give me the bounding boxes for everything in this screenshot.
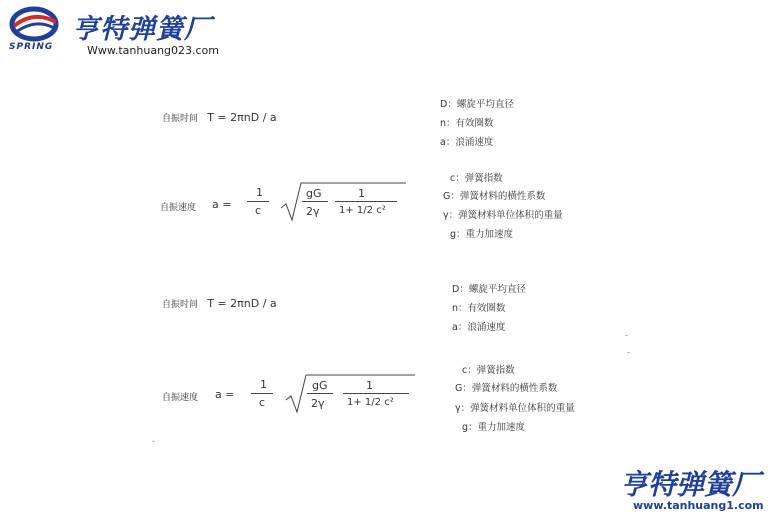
definition-item: a：浪涌速度 bbox=[440, 137, 494, 148]
scan-artifact bbox=[625, 335, 628, 336]
fraction-bar bbox=[247, 201, 269, 202]
fraction-bar bbox=[307, 393, 333, 394]
fraction-bar bbox=[302, 201, 328, 202]
definition-item: n：有效圈数 bbox=[440, 118, 494, 129]
footer-url: www.tanhuang1.com bbox=[633, 499, 764, 512]
definition-item: c：弹簧指数 bbox=[462, 365, 515, 376]
period-label: 自振时间 bbox=[162, 300, 199, 310]
two-gamma-denominator: 2γ bbox=[311, 397, 325, 410]
speed-lhs: a = bbox=[215, 388, 235, 401]
gG-numerator: gG bbox=[306, 187, 322, 200]
fraction-bar bbox=[251, 393, 273, 394]
fraction-bar bbox=[343, 393, 409, 394]
scan-artifact bbox=[152, 441, 155, 442]
frac1-denominator: c bbox=[255, 204, 262, 217]
sqrt-radical-icon bbox=[284, 372, 416, 416]
speed-lhs: a = bbox=[212, 198, 232, 211]
period-expression: T = 2πnD / a bbox=[207, 297, 277, 310]
speed-label: 自振速度 bbox=[160, 203, 197, 213]
frac1-numerator: 1 bbox=[256, 186, 263, 199]
definition-item: γ：弹簧材料单位体积的重量 bbox=[443, 210, 563, 221]
site-url: Www.tanhuang023.com bbox=[87, 44, 220, 57]
definition-item: γ：弹簧材料单位体积的重量 bbox=[455, 403, 575, 414]
definition-item: g：重力加速度 bbox=[462, 422, 526, 433]
frac3-denominator: 1+ 1/2 c² bbox=[339, 205, 386, 216]
footer-brand-title: 亨特弹簧厂 bbox=[620, 468, 761, 501]
speed-label: 自振速度 bbox=[162, 393, 199, 403]
definition-item: n：有效圈数 bbox=[452, 303, 506, 314]
brand-small-text: SPRING bbox=[9, 42, 54, 52]
definition-item: D：螺旋平均直径 bbox=[440, 99, 514, 110]
period-label: 自振时间 bbox=[162, 114, 199, 124]
definition-item: c：弹簧指数 bbox=[450, 173, 503, 184]
frac3-numerator: 1 bbox=[366, 379, 373, 392]
definition-item: D：螺旋平均直径 bbox=[452, 284, 526, 295]
fraction-bar bbox=[335, 201, 397, 202]
gG-numerator: gG bbox=[312, 379, 328, 392]
definition-item: g：重力加速度 bbox=[450, 229, 514, 240]
frac3-denominator: 1+ 1/2 c² bbox=[347, 397, 394, 408]
period-expression: T = 2πnD / a bbox=[207, 111, 277, 124]
frac3-numerator: 1 bbox=[358, 187, 365, 200]
two-gamma-denominator: 2γ bbox=[306, 205, 320, 218]
definition-item: G：弹簧材料的横性系数 bbox=[455, 383, 558, 394]
sqrt-radical-icon bbox=[279, 180, 407, 224]
period-formula bbox=[162, 297, 277, 310]
definition-item: a：浪涌速度 bbox=[452, 322, 506, 333]
scan-artifact bbox=[627, 352, 630, 353]
frac1-numerator: 1 bbox=[260, 378, 267, 391]
spring-logo-icon bbox=[8, 6, 60, 46]
frac1-denominator: c bbox=[259, 396, 266, 409]
period-formula bbox=[162, 111, 277, 124]
definition-item: G：弹簧材料的横性系数 bbox=[443, 191, 546, 202]
brand-title: 亨特弹簧厂 bbox=[72, 14, 212, 45]
